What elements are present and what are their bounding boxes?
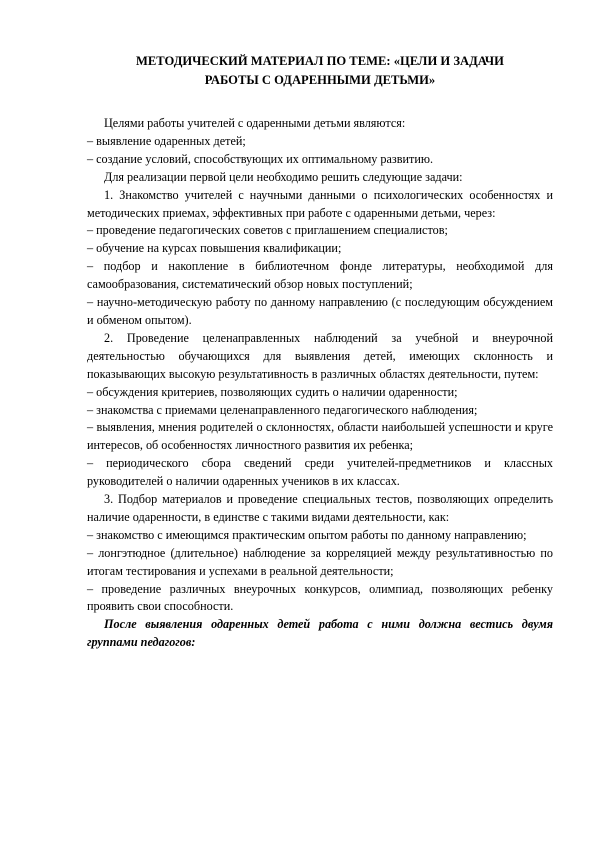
- paragraph-tasks-intro: Для реализации первой цели необходимо решить следующие задачи:: [104, 169, 463, 184]
- list-item: – знакомство с имеющимся практическим опытом работы по данному направлению;: [87, 527, 527, 542]
- list-item: – проведение педагогических советов с приглашением специалистов;: [87, 223, 448, 238]
- list-item: – знакомства с приемами целенаправленного педагогического наблюдения;: [87, 402, 478, 417]
- list-item: – проведение различных внеурочных конкурсов, олимпиад, позволяющих ребенку проявить свои способности.: [87, 581, 553, 614]
- list-item: – обсуждения критериев, позволяющих судить о наличии одаренности;: [87, 384, 458, 399]
- paragraph-goals-intro: Целями работы учителей с одаренными детьми являются:: [104, 116, 406, 130]
- paragraph-closing-italic: После выявления одаренных детей работа с ними должна вестись двумя группами педагогов:: [87, 617, 553, 650]
- list-item: – лонгэтюдное (длительное) наблюдение за корреляцией между результативностью по итогам тестирования и успехами в реальной деятельности;: [87, 545, 553, 578]
- document-title: [87, 52, 553, 90]
- list-item: – подбор и накопление в библиотечном фонде литературы, необходимой для самообразования, систематический обзор новых поступлений;: [87, 259, 553, 292]
- paragraph-task-2: 2. Проведение целенаправленных наблюдений за учебной и внеурочной деятельностью обучающихся для выявления детей, имеющих склонность и показывающих высокую результативность в различных областях деятельности, путем:: [87, 330, 553, 381]
- paragraph-task-1: 1. Знакомство учителей с научными данными о психологических особенностях и методических приемах, эффективных при работе с одаренными детьми, через:: [87, 187, 553, 220]
- document-body: [87, 115, 553, 652]
- title-line-1: МЕТОДИЧЕСКИЙ МАТЕРИАЛ ПО ТЕМЕ: «ЦЕЛИ И ЗАДАЧИ: [136, 54, 504, 68]
- list-item: – периодического сбора сведений среди учителей-предметников и классных руководителей о наличии одаренных учеников в их классах.: [87, 456, 553, 489]
- paragraph-task-3: 3. Подбор материалов и проведение специальных тестов, позволяющих определить наличие одаренности, в единстве с такими видами деятельности, как:: [87, 492, 553, 524]
- list-item: – научно-методическую работу по данному направлению (с последующим обсуждением и обменом опытом).: [87, 295, 553, 327]
- list-item: – обучение на курсах повышения квалификации;: [87, 241, 342, 256]
- title-line-2: РАБОТЫ С ОДАРЕННЫМИ ДЕТЬМИ»: [204, 73, 436, 87]
- list-item: – создание условий, способствующих их оптимальному развитию.: [87, 151, 434, 166]
- list-item: – выявления, мнения родителей о склонностях, области наибольшей успешности и круге интересов, об особенностях личностного развития их ребенка;: [87, 420, 553, 453]
- list-item: – выявление одаренных детей;: [87, 133, 246, 148]
